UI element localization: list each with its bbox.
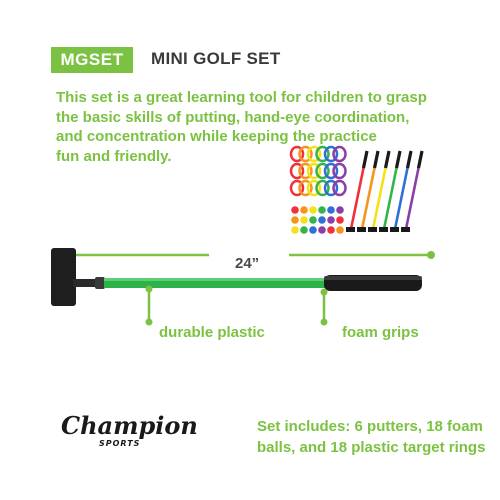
foam-ball bbox=[327, 216, 335, 224]
target-ring bbox=[334, 181, 346, 195]
putter-grip-mini bbox=[386, 151, 390, 168]
product-title: MINI GOLF SET bbox=[151, 49, 281, 68]
foam-ball bbox=[309, 226, 317, 234]
description-line: This set is a great learning tool for children to grasp bbox=[56, 89, 427, 106]
description-line: and concentration while keeping the practice bbox=[56, 128, 377, 145]
callout-foam-grips: foam grips bbox=[342, 324, 419, 341]
putters-set-image bbox=[346, 151, 422, 232]
sku-badge: MGSET bbox=[51, 47, 133, 73]
target-ring bbox=[334, 147, 346, 161]
target-ring bbox=[334, 164, 346, 178]
putter-head-mini bbox=[390, 227, 399, 232]
putter-head-mini bbox=[368, 227, 377, 232]
putter-head-mini bbox=[357, 227, 366, 232]
foam-ball bbox=[318, 206, 326, 214]
logo-script: Champion bbox=[61, 411, 198, 440]
callout-dot-icon bbox=[321, 289, 328, 326]
foam-ball bbox=[318, 226, 326, 234]
putter-head bbox=[51, 248, 105, 306]
foam-ball bbox=[336, 216, 344, 224]
set-includes bbox=[257, 416, 485, 458]
foam-ball bbox=[300, 226, 308, 234]
foam-ball bbox=[327, 226, 335, 234]
description-line: the basic skills of putting, hand-eye coordination, bbox=[56, 108, 410, 126]
putter-grip-mini bbox=[419, 151, 423, 168]
foam-balls-image bbox=[291, 206, 344, 234]
foam-ball bbox=[309, 206, 317, 214]
foam-ball bbox=[300, 216, 308, 224]
foam-ball bbox=[318, 216, 326, 224]
putter-head-mini bbox=[346, 227, 355, 232]
logo-sports: SPORTS bbox=[99, 439, 141, 448]
foam-ball bbox=[309, 216, 317, 224]
foam-ball bbox=[291, 226, 299, 234]
putter-head-mini bbox=[401, 227, 410, 232]
foam-ball bbox=[336, 226, 344, 234]
foam-ball bbox=[291, 206, 299, 214]
set-includes-line: balls, and 18 plastic target rings bbox=[257, 439, 486, 456]
putter-grip-mini bbox=[397, 151, 401, 168]
putter-grip-mini bbox=[408, 151, 412, 168]
foam-ball bbox=[291, 216, 299, 224]
putter-grip-mini bbox=[364, 151, 368, 168]
target-rings-image bbox=[291, 147, 346, 195]
putter-head-mini bbox=[379, 227, 388, 232]
putter-shaft bbox=[104, 278, 326, 288]
foam-ball bbox=[327, 206, 335, 214]
putter-grip bbox=[324, 275, 422, 291]
product-card bbox=[11, 11, 489, 489]
foam-ball bbox=[336, 206, 344, 214]
callout-durable-plastic: durable plastic bbox=[159, 324, 265, 341]
length-label: 24” bbox=[235, 255, 260, 272]
callout-dot-icon bbox=[146, 286, 153, 326]
champion-sports-logo bbox=[61, 411, 198, 463]
putter-grip-mini bbox=[375, 151, 379, 168]
set-includes-line: Set includes: 6 putters, 18 foam bbox=[257, 418, 483, 435]
description-line: fun and friendly. bbox=[56, 147, 172, 165]
foam-ball bbox=[300, 206, 308, 214]
